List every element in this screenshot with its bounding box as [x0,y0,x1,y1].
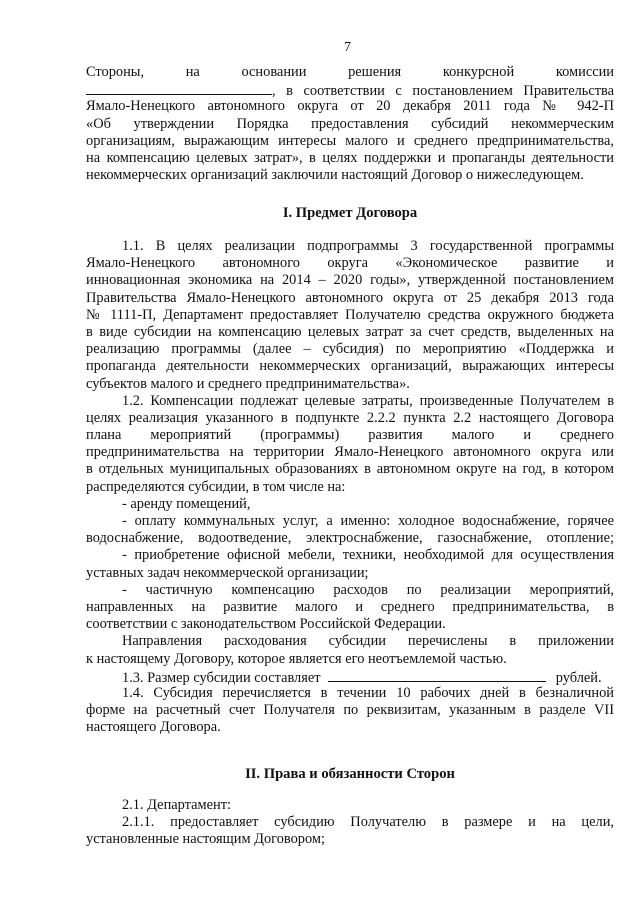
blank-field [86,81,272,95]
text-line: - частичную компенсацию расходов по реализации мероприятий, [122,581,614,598]
text-line: Стороны, на основании решения конкурсной комиссии [86,64,614,80]
text-line: установленные настоящим Договором; [86,831,326,848]
text-line: некоммерческих организаций заключили настоящий Договор о нижеследующем. [86,167,584,184]
text-line: соответствии с законодательством Российской Федерации. [86,616,446,633]
text-line: реализацию программы (далее – субсидия) по мероприятию «Поддержка и [86,341,614,358]
text-line: пропаганда деятельности некоммерческих организаций, выражающих интересы [86,358,614,375]
text-line: 1.2. Компенсации подлежат целевые затраты, произведенные Получателем в [122,392,614,409]
blank-field [328,668,546,682]
text-line: целях реализация указанного в подпункте 2.2.2 пункта 2.2 настоящего Договора [86,409,614,426]
section-heading: I. Предмет Договора [282,205,418,221]
text-line: - аренду помещений, [122,495,251,512]
text-line: водоснабжение, водоотведение, электроснабжение, газоснабжение, отопление; [86,530,614,547]
text-line: Ямало-Ненецкого автономного округа от 20 декабря 2011 года № 942-П [86,98,614,115]
text-line [86,81,614,98]
text-line: субъектов малого и среднего предпринимательства». [86,375,410,392]
section-2-body [86,797,614,849]
text-fragment: , в соответствии с постановлением Правительства [272,83,614,99]
text-fragment: рублей. [555,669,602,685]
text-line: предпринимательства на территории Ямало-Ненецкого автономного округа или [86,444,614,461]
text-line: «Об утверждении Порядка предоставления субсидий некоммерческим [86,115,614,132]
text-line: форме на расчетный счет Получателя по реквизитам, указанным в разделе VII [86,702,614,719]
text-line: 1.1. В целях реализации подпрограммы 3 государственной программы [122,238,614,254]
text-line: к настоящему Договору, которое является его неотъемлемой частью. [86,650,507,667]
page-number: 7 [344,40,351,55]
text-line: настоящего Договора. [86,719,221,736]
text-line: плана мероприятий (программы) развития малого и среднего [86,427,614,444]
section-1-body [86,238,614,736]
text-line [86,668,614,685]
text-line: 2.1. Департамент: [122,797,231,813]
text-line: Направления расходования субсидии перечислены в приложении [122,633,614,650]
text-fragment: 1.3. Размер субсидии составляет [122,669,321,685]
text-line: уставных задач некоммерческой организации; [86,564,369,581]
text-line: - приобретение офисной мебели, техники, необходимой для осуществления [122,547,614,564]
text-line: 1.4. Субсидия перечисляется в течении 10 рабочих дней в безналичной [122,684,614,701]
text-line: в отдельных муниципальных образованиях в автономном округе на год, в котором [86,461,614,478]
text-line: - оплату коммунальных услуг, а именно: холодное водоснабжение, горячее [122,513,614,529]
text-line: в виде субсидии на компенсацию целевых затрат за счет средств, выделенных на [86,323,614,340]
text-line: 2.1.1. предоставляет субсидию Получателю в размере и на цели, [122,814,614,831]
intro-paragraph [86,64,614,184]
text-line: организациям, выражающим интересы малого и среднего предпринимательства, [86,132,614,149]
text-line: Правительства Ямало-Ненецкого автономного округа от 25 декабря 2013 года [86,289,614,306]
text-line: Ямало-Ненецкого автономного округа «Экономическое развитие и [86,255,614,272]
section-heading: II. Права и обязанности Сторон [245,766,455,782]
text-line: на компенсацию целевых затрат», в целях поддержки и пропаганды деятельности [86,149,614,166]
text-line: распределяются субсидии, в том числе на: [86,478,346,495]
text-line: направленных на развитие малого и среднего предпринимательства, в [86,598,614,615]
text-line: инновационная экономика на 2014 – 2020 годы», утвержденной постановлением [86,272,614,289]
text-line: № 1111-П, Департамент предоставляет Получателю средства окружного бюджета [86,306,614,323]
